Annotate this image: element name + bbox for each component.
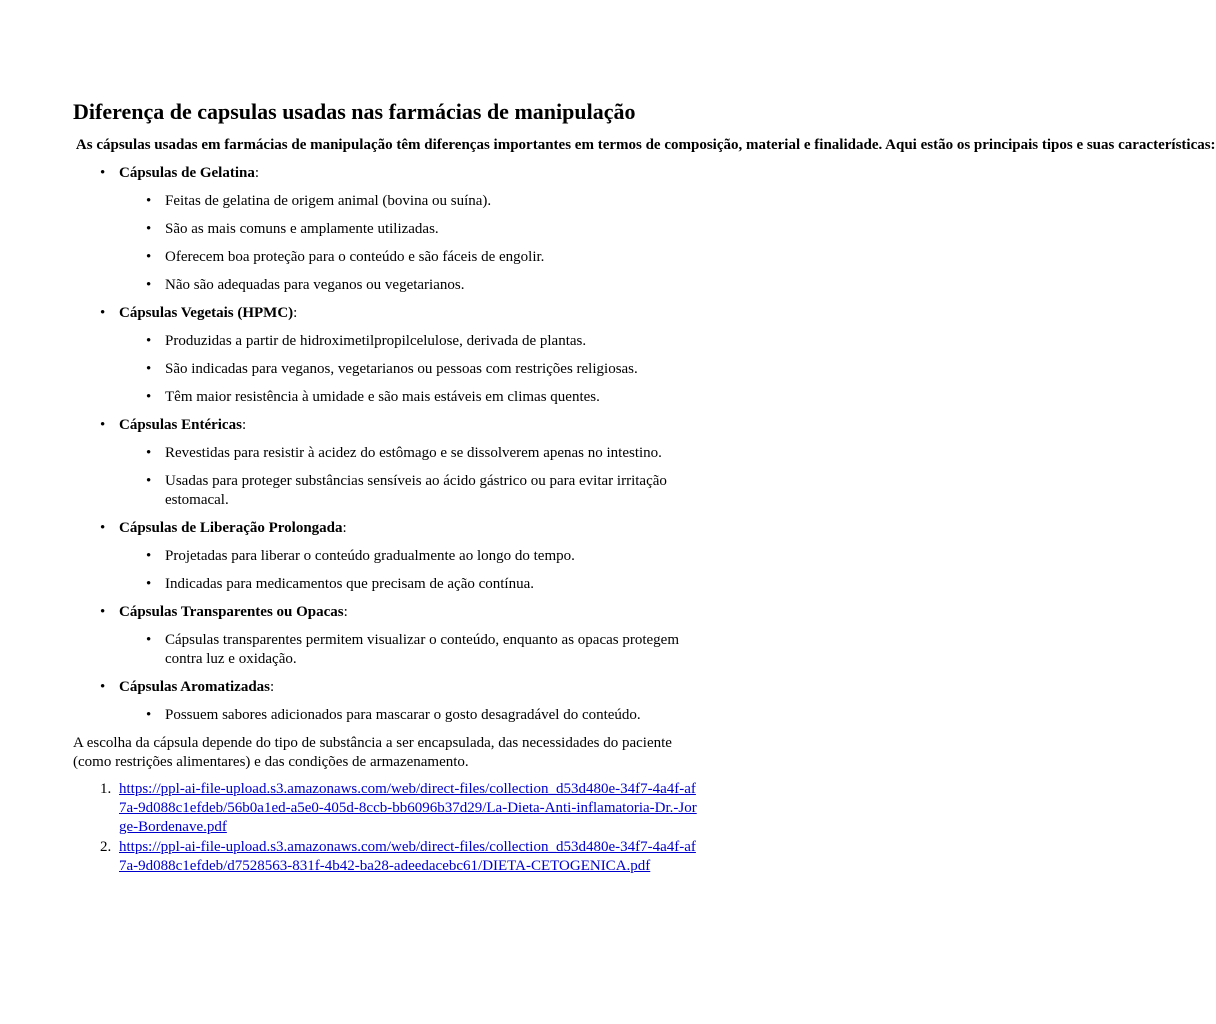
capsule-detail-item [146, 706, 698, 725]
capsule-detail-text: Produzidas a partir de hidroximetilpropilcelulose, derivada de plantas. [165, 333, 587, 349]
bullet-icon: • [100, 417, 106, 433]
capsule-detail-text: São as mais comuns e amplamente utilizadas. [165, 221, 439, 237]
bullet-icon: • [146, 707, 152, 723]
capsule-detail-item [146, 444, 698, 463]
capsule-detail-list [119, 547, 698, 594]
capsule-detail-list [119, 192, 698, 295]
capsule-detail-text: Usadas para proteger substâncias sensíveis ao ácido gástrico ou para evitar irritação estomacal. [165, 473, 667, 508]
capsule-type-colon: : [342, 520, 347, 536]
capsule-detail-list [119, 444, 698, 510]
bullet-icon: • [146, 473, 152, 489]
reference-number: 1. [100, 781, 112, 797]
bullet-icon: • [146, 389, 152, 405]
reference-number: 2. [100, 839, 112, 855]
conclusion-paragraph: A escolha da cápsula depende do tipo de substância a ser encapsulada, das necessidades do paciente (como restrições alimentares) e das condições de armazenamento. [73, 735, 672, 770]
capsule-type-item [73, 603, 698, 669]
bullet-icon: • [146, 632, 152, 648]
reference-link[interactable]: https://ppl-ai-file-upload.s3.amazonaws.com/web/direct-files/collection_d53d480e-34f7-4a4f-af7a-9d088c1efdeb/d7528563-831f-4b42-ba28-adeedacebc61/DIETA-CETOGENICA.pdf [119, 839, 696, 874]
capsule-detail-text: Têm maior resistência à umidade e são mais estáveis em climas quentes. [165, 389, 600, 405]
bullet-icon: • [100, 305, 106, 321]
reference-item [73, 780, 698, 837]
capsule-detail-item [146, 248, 698, 267]
capsule-detail-item [146, 388, 698, 407]
capsule-type-item [73, 678, 698, 725]
capsule-detail-list [119, 332, 698, 407]
bullet-icon: • [146, 361, 152, 377]
capsule-type-heading [100, 164, 698, 183]
capsule-type-colon: : [293, 305, 298, 321]
capsule-type-item [73, 416, 698, 510]
capsule-type-heading [100, 304, 698, 323]
capsule-detail-item [146, 220, 698, 239]
bullet-icon: • [100, 604, 106, 620]
capsule-detail-text: Não são adequadas para veganos ou vegetarianos. [165, 277, 465, 293]
bullet-icon: • [146, 548, 152, 564]
capsule-detail-item [146, 192, 698, 211]
capsule-type-name: Cápsulas Vegetais (HPMC) [119, 305, 294, 321]
capsule-detail-text: Possuem sabores adicionados para mascarar o gosto desagradável do conteúdo. [165, 707, 641, 723]
reference-list [73, 780, 698, 876]
capsule-detail-item [146, 276, 698, 295]
capsule-type-colon: : [270, 679, 275, 695]
capsule-detail-item [146, 360, 698, 379]
capsule-detail-item [146, 332, 698, 351]
bullet-icon: • [146, 193, 152, 209]
reference-link[interactable]: https://ppl-ai-file-upload.s3.amazonaws.com/web/direct-files/collection_d53d480e-34f7-4a4f-af7a-9d088c1efdeb/56b0a1ed-a5e0-405d-8ccb-bb6096b37d29/La-Dieta-Anti-inflamatoria-Dr.-Jorge-Bordenave.pdf [119, 781, 697, 835]
capsule-type-heading [100, 519, 698, 538]
intro-paragraph [73, 135, 1216, 155]
capsule-detail-item [146, 472, 698, 510]
capsule-type-name: Cápsulas Aromatizadas [119, 679, 270, 695]
capsule-type-heading [100, 678, 698, 697]
bullet-icon: • [100, 520, 106, 536]
bullet-icon: • [100, 165, 106, 181]
capsule-detail-text: Revestidas para resistir à acidez do estômago e se dissolverem apenas no intestino. [165, 445, 662, 461]
document-title: Diferença de capsulas usadas nas farmácias de manipulação [73, 99, 636, 124]
capsule-type-heading [100, 603, 698, 622]
capsule-detail-text: Oferecem boa proteção para o conteúdo e são fáceis de engolir. [165, 249, 545, 265]
bullet-icon: • [146, 333, 152, 349]
capsule-type-name: Cápsulas de Liberação Prolongada [119, 520, 343, 536]
capsule-type-name: Cápsulas Transparentes ou Opacas [119, 604, 344, 620]
capsule-detail-list [119, 631, 698, 669]
capsule-type-name: Cápsulas de Gelatina [119, 165, 255, 181]
capsule-detail-text: São indicadas para veganos, vegetarianos ou pessoas com restrições religiosas. [165, 361, 638, 377]
bullet-icon: • [146, 249, 152, 265]
capsule-type-colon: : [241, 417, 247, 433]
capsule-detail-list [119, 706, 698, 725]
bullet-icon: • [146, 445, 152, 461]
capsule-detail-item [146, 547, 698, 566]
capsule-detail-text: Feitas de gelatina de origem animal (bovina ou suína). [165, 193, 492, 209]
capsule-detail-item [146, 575, 698, 594]
capsule-type-colon: : [343, 604, 348, 620]
reference-item [73, 838, 698, 876]
capsule-type-item [73, 519, 698, 594]
capsule-type-colon: : [254, 165, 260, 181]
capsule-type-heading [100, 416, 698, 435]
bullet-icon: • [146, 576, 152, 592]
capsule-type-name: Cápsulas Entéricas [119, 417, 242, 433]
bullet-icon: • [100, 679, 106, 695]
capsule-detail-item [146, 631, 698, 669]
capsule-detail-text: Indicadas para medicamentos que precisam de ação contínua. [165, 576, 535, 592]
capsule-type-list [73, 164, 698, 725]
intro-text: As cápsulas usadas em farmácias de manipulação têm diferenças importantes em termos de composição, material e finalidade. Aqui estão os principais tipos e suas características: [73, 137, 1216, 153]
bullet-icon: • [146, 221, 152, 237]
capsule-detail-text: Cápsulas transparentes permitem visualizar o conteúdo, enquanto as opacas protegem contra luz e oxidação. [165, 632, 679, 667]
capsule-type-item [73, 304, 698, 407]
capsule-type-item [73, 164, 698, 295]
bullet-icon: • [146, 277, 152, 293]
capsule-detail-text: Projetadas para liberar o conteúdo gradualmente ao longo do tempo. [165, 548, 575, 564]
